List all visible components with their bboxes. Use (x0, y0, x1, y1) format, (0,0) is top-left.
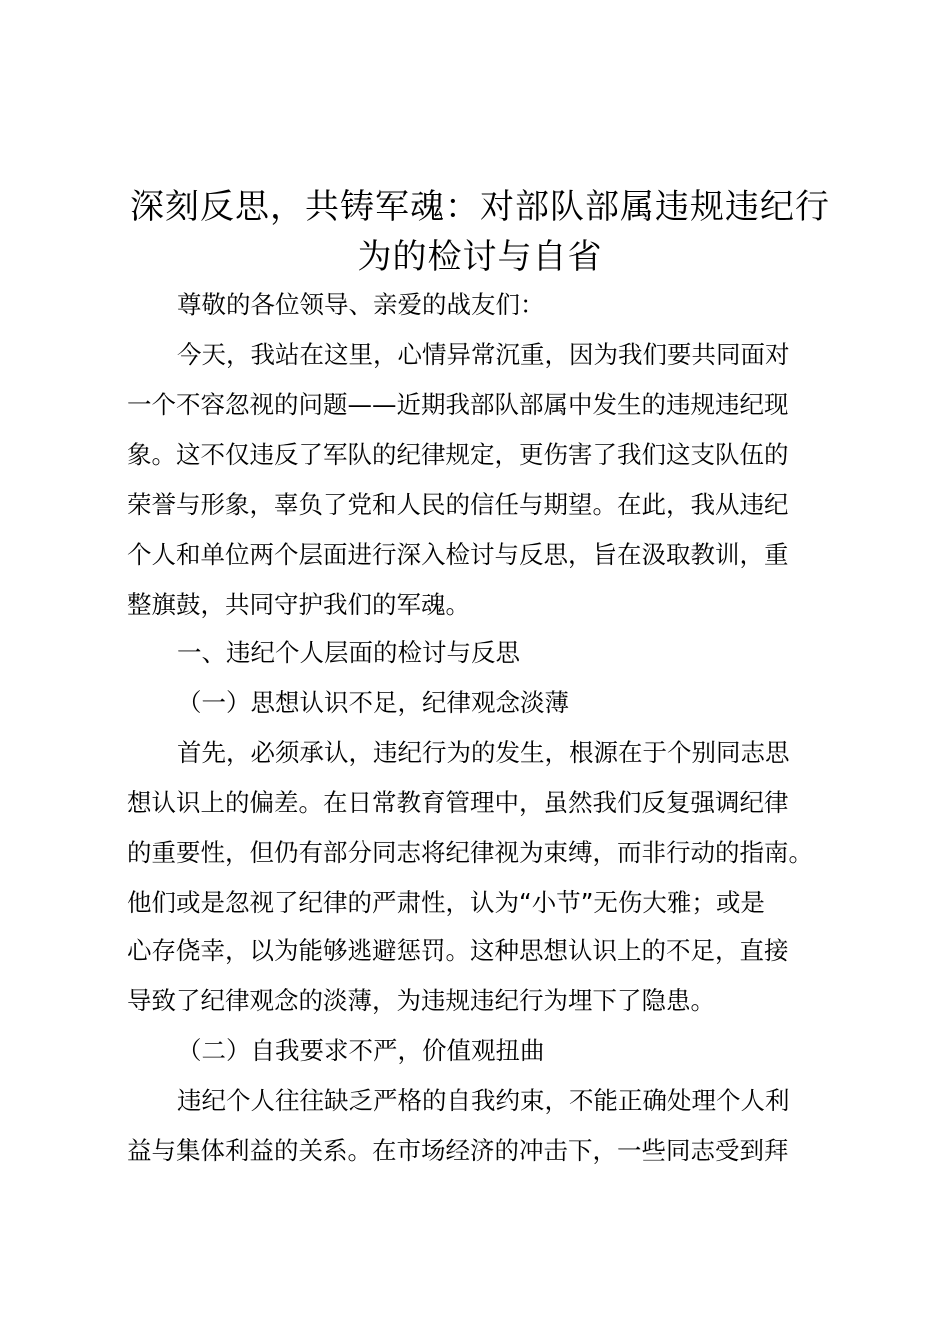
salutation: 尊敬的各位领导、亲爱的战友们： (177, 290, 545, 319)
title-line-2: 为的检讨与自省 (357, 237, 603, 277)
paragraph-line: 一个不容忽视的问题——近期我部队部属中发生的违规违纪现 (127, 390, 789, 419)
subsection-heading: （一）思想认识不足，纪律观念淡薄 (177, 688, 569, 717)
paragraph-line: 心存侥幸，以为能够逃避惩罚。这种思想认识上的不足，直接 (127, 936, 789, 965)
paragraph-line: 益与集体利益的关系。在市场经济的冲击下，一些同志受到拜 (127, 1136, 789, 1165)
title-line-1: 深刻反思，共铸军魂：对部队部属违规违纪行 (130, 187, 830, 227)
paragraph-line: 整旗鼓，共同守护我们的军魂。 (127, 590, 470, 619)
section-heading: 一、违纪个人层面的检讨与反思 (177, 638, 520, 667)
paragraph-line: 个人和单位两个层面进行深入检讨与反思，旨在汲取教训，重 (127, 540, 789, 569)
paragraph-line: 他们或是忽视了纪律的严肃性，认为“小节”无伤大雅；或是 (127, 888, 765, 917)
paragraph-line: 象。这不仅违反了军队的纪律规定，更伤害了我们这支队伍的 (127, 440, 789, 469)
paragraph-line: 的重要性，但仍有部分同志将纪律视为束缚，而非行动的指南。 (127, 838, 813, 867)
paragraph-line: 想认识上的偏差。在日常教育管理中，虽然我们反复强调纪律 (127, 788, 789, 817)
subsection-heading: （二）自我要求不严，价值观扭曲 (177, 1036, 545, 1065)
paragraph-line: 违纪个人往往缺乏严格的自我约束，不能正确处理个人利 (177, 1086, 790, 1115)
paragraph-line: 首先，必须承认，违纪行为的发生，根源在于个别同志思 (177, 738, 790, 767)
paragraph-line: 导致了纪律观念的淡薄，为违规违纪行为埋下了隐患。 (127, 986, 715, 1015)
paragraph-line: 荣誉与形象，辜负了党和人民的信任与期望。在此，我从违纪 (127, 490, 789, 519)
paragraph-line: 今天，我站在这里，心情异常沉重，因为我们要共同面对 (177, 340, 790, 369)
